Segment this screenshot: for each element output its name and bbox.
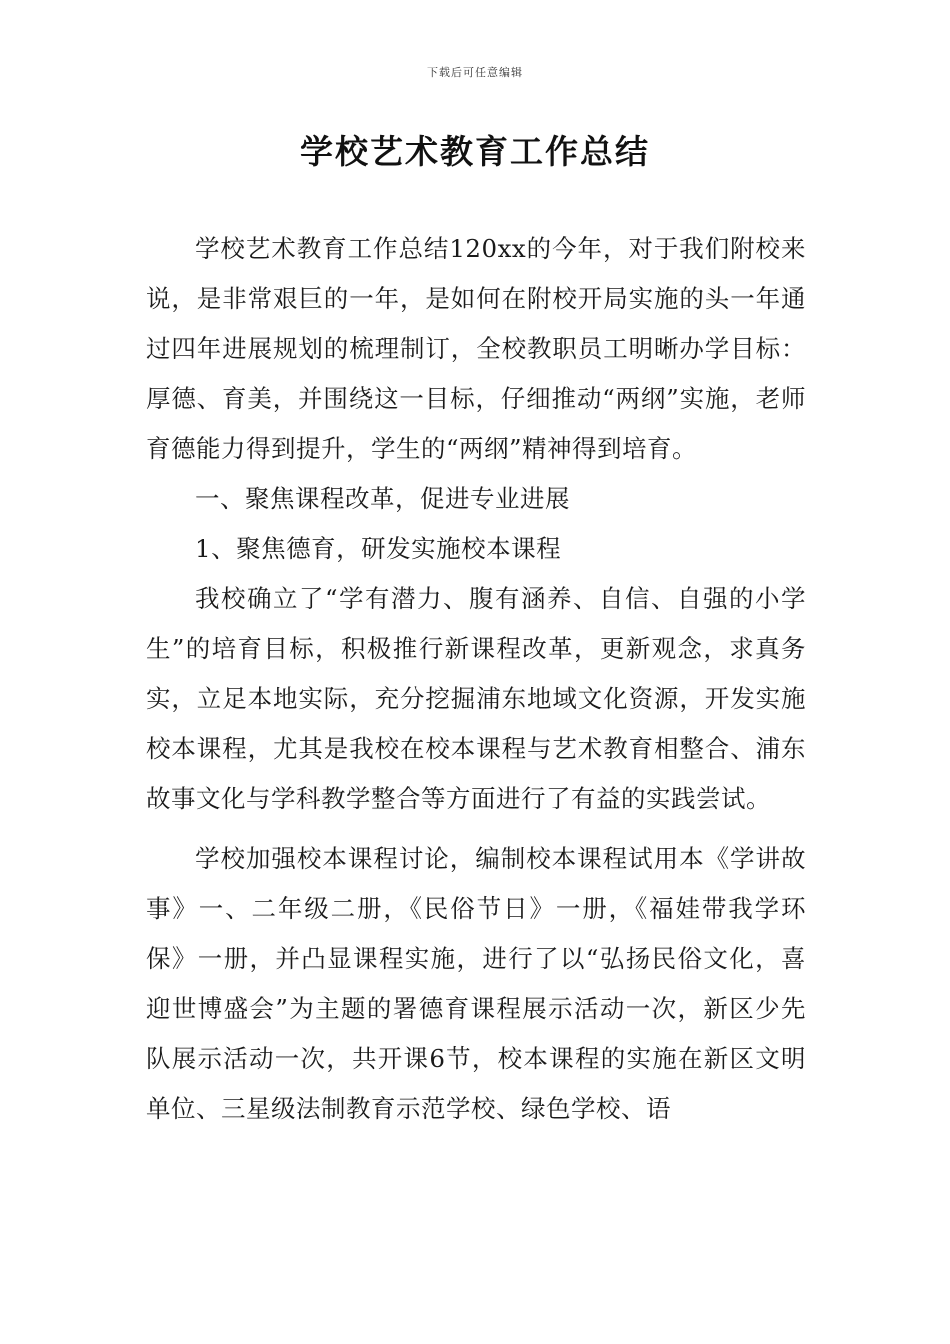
- document-body: [146, 224, 806, 1134]
- paragraph-goals: 我校确立了“学有潜力、腹有涵养、自信、自强的小学生”的培育目标，积极推行新课程改革，更新观念，求真务实，立足本地实际，充分挖掘浦东地域文化资源，开发实施校本课程，尤其是我校在校本课程与艺术教育相整合、浦东故事文化与学科教学整合等方面进行了有益的实践尝试。: [146, 584, 806, 813]
- header-note: 下载后可任意编辑: [427, 66, 523, 79]
- subsection-heading-1: 1、聚焦德育，研发实施校本课程: [195, 534, 562, 563]
- paragraph-intro: 学校艺术教育工作总结120xx的今年，对于我们附校来说，是非常艰巨的一年，是如何在附校开局实施的头一年通过四年进展规划的梳理制订，全校教职员工明晰办学目标：厚德、育美，并围绕这一目标，仔细推动“两纲”实施，老师育德能力得到提升，学生的“两纲”精神得到培育。: [146, 234, 806, 463]
- document-title: 学校艺术教育工作总结: [300, 132, 650, 171]
- section-heading-1: 一、聚焦课程改革，促进专业进展: [195, 484, 570, 513]
- paragraph-curriculum: 学校加强校本课程讨论，编制校本课程试用本《学讲故事》一、二年级二册，《民俗节日》一册，《福娃带我学环保》一册，并凸显课程实施，进行了以“弘扬民俗文化，喜迎世博盛会”为主题的署德育课程展示活动一次，新区少先队展示活动一次，共开课6节，校本课程的实施在新区文明单位、三星级法制教育示范学校、绿色学校、语: [146, 844, 806, 1123]
